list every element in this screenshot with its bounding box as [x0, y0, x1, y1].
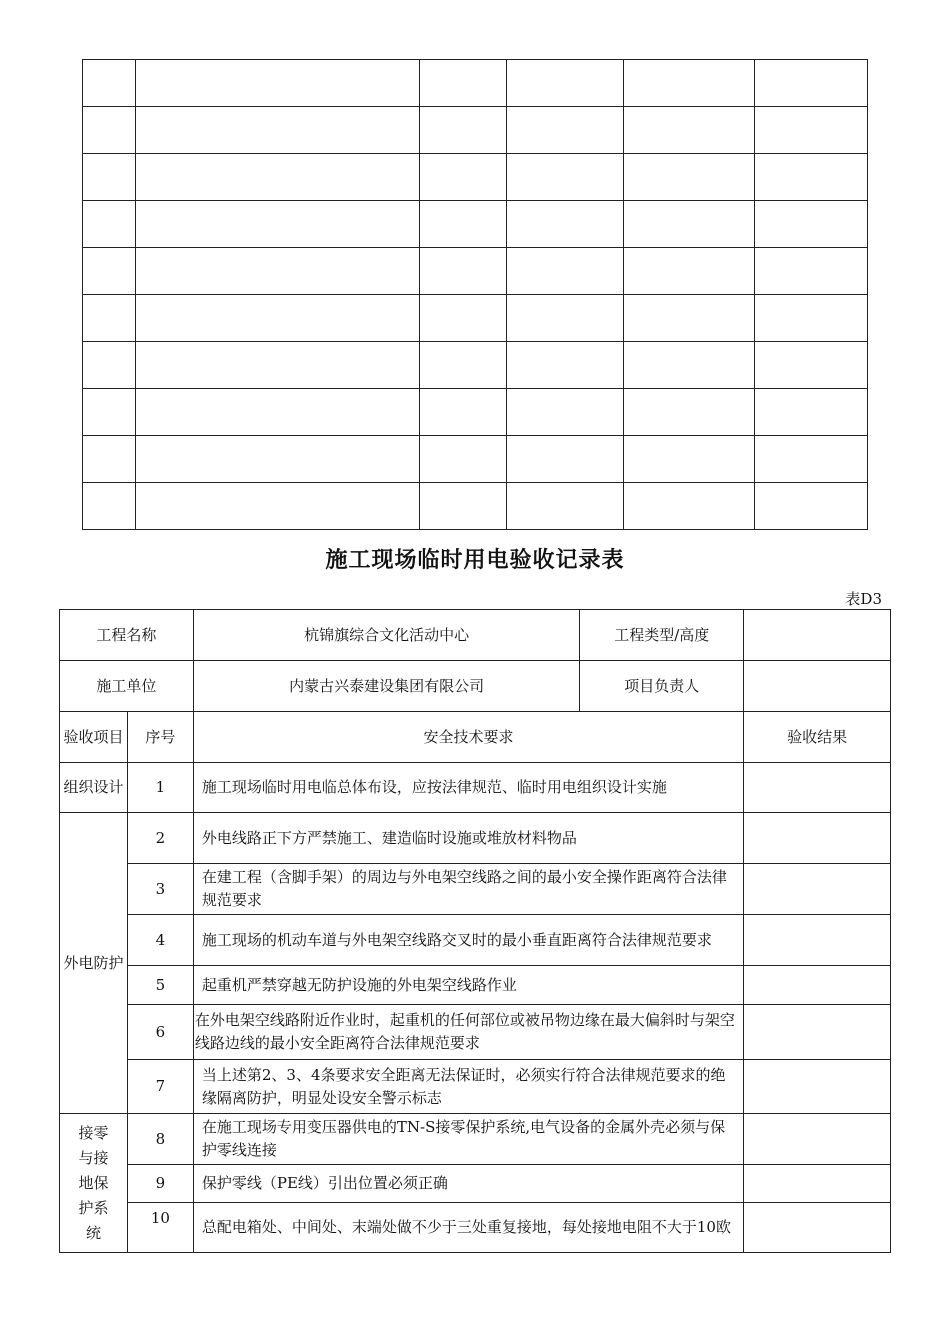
row-requirement: 起重机严禁穿越无防护设施的外电架空线路作业 [193, 966, 743, 1005]
blank-cell[interactable] [135, 248, 419, 295]
blank-cell[interactable] [507, 436, 624, 483]
row-requirement: 施工现场临时用电临总体布设，应按法律规范、临时用电组织设计实施 [193, 763, 743, 813]
row-no: 5 [127, 966, 193, 1005]
blank-cell[interactable] [624, 154, 755, 201]
blank-cell[interactable] [419, 483, 507, 530]
row-no: 9 [127, 1165, 193, 1203]
blank-cell[interactable] [135, 201, 419, 248]
blank-row [83, 60, 868, 107]
contractor-value: 内蒙古兴泰建设集团有限公司 [193, 661, 579, 712]
row-result[interactable] [744, 813, 891, 864]
blank-cell[interactable] [755, 107, 868, 154]
blank-cell[interactable] [83, 248, 136, 295]
blank-cell[interactable] [419, 154, 507, 201]
blank-cell[interactable] [624, 60, 755, 107]
blank-cell[interactable] [135, 154, 419, 201]
table-row [60, 1203, 891, 1253]
blank-cell[interactable] [624, 389, 755, 436]
blank-cell[interactable] [507, 248, 624, 295]
blank-cell[interactable] [755, 483, 868, 530]
blank-cell[interactable] [135, 295, 419, 342]
blank-cell[interactable] [755, 389, 868, 436]
project-type-label: 工程类型/高度 [580, 610, 744, 661]
blank-cell[interactable] [83, 295, 136, 342]
row-result[interactable] [744, 1114, 891, 1165]
blank-cell[interactable] [83, 436, 136, 483]
header-no: 序号 [127, 712, 193, 763]
table-row [60, 763, 891, 813]
blank-cell[interactable] [755, 342, 868, 389]
blank-cell[interactable] [624, 342, 755, 389]
acceptance-record-table [59, 609, 891, 1253]
blank-row [83, 248, 868, 295]
blank-cell[interactable] [755, 154, 868, 201]
row-no: 8 [127, 1114, 193, 1165]
table-row [60, 1060, 891, 1114]
blank-cell[interactable] [507, 60, 624, 107]
row-result[interactable] [744, 915, 891, 966]
blank-cell[interactable] [624, 201, 755, 248]
row-result[interactable] [744, 1005, 891, 1060]
blank-row [83, 201, 868, 248]
category-grounding: 接零与接地保护系统 [60, 1114, 128, 1253]
project-type-value[interactable] [744, 610, 891, 661]
row-no: 3 [127, 864, 193, 915]
blank-row [83, 483, 868, 530]
row-result[interactable] [744, 864, 891, 915]
row-requirement: 施工现场的机动车道与外电架空线路交叉时的最小垂直距离符合法律规范要求 [193, 915, 743, 966]
blank-cell[interactable] [624, 483, 755, 530]
blank-cell[interactable] [507, 389, 624, 436]
form-title: 施工现场临时用电验收记录表 [325, 548, 625, 573]
blank-row [83, 436, 868, 483]
blank-cell[interactable] [419, 248, 507, 295]
contractor-row [60, 661, 891, 712]
row-result[interactable] [744, 1165, 891, 1203]
row-requirement: 外电线路正下方严禁施工、建造临时设施或堆放材料物品 [193, 813, 743, 864]
blank-cell[interactable] [135, 342, 419, 389]
blank-cell[interactable] [624, 295, 755, 342]
blank-cell[interactable] [83, 154, 136, 201]
blank-cell[interactable] [624, 248, 755, 295]
row-requirement: 在建工程（含脚手架）的周边与外电架空线路之间的最小安全操作距离符合法律规范要求 [193, 864, 743, 915]
blank-cell[interactable] [135, 389, 419, 436]
row-requirement: 当上述第2、3、4条要求安全距离无法保证时，必须实行符合法律规范要求的绝缘隔离防护，明显处设安全警示标志 [193, 1060, 743, 1114]
row-result[interactable] [744, 1203, 891, 1253]
row-no: 4 [127, 915, 193, 966]
blank-cell[interactable] [419, 436, 507, 483]
header-row [60, 712, 891, 763]
blank-cell[interactable] [507, 342, 624, 389]
blank-cell[interactable] [83, 483, 136, 530]
category-external: 外电防护 [60, 813, 128, 1114]
row-no: 10 [127, 1203, 193, 1253]
blank-cell[interactable] [755, 60, 868, 107]
blank-cell[interactable] [135, 60, 419, 107]
table-row [60, 813, 891, 864]
blank-cell[interactable] [419, 342, 507, 389]
table-row [60, 915, 891, 966]
blank-row [83, 154, 868, 201]
blank-cell[interactable] [419, 389, 507, 436]
blank-cell[interactable] [507, 295, 624, 342]
form-code: 表D3 [845, 590, 882, 608]
table-row [60, 1165, 891, 1203]
row-result[interactable] [744, 966, 891, 1005]
blank-cell[interactable] [419, 201, 507, 248]
blank-cell[interactable] [419, 295, 507, 342]
header-category: 验收项目 [60, 712, 128, 763]
blank-cell[interactable] [135, 483, 419, 530]
blank-cell[interactable] [755, 436, 868, 483]
category-org-design: 组织设计 [60, 763, 128, 813]
row-no: 1 [127, 763, 193, 813]
row-requirement: 在施工现场专用变压器供电的TN-S接零保护系统,电气设备的金属外壳必须与保护零线连接 [193, 1114, 743, 1165]
row-result[interactable] [744, 1060, 891, 1114]
blank-cell[interactable] [135, 436, 419, 483]
blank-row [83, 295, 868, 342]
blank-cell[interactable] [507, 107, 624, 154]
project-name-label: 工程名称 [60, 610, 194, 661]
header-result: 验收结果 [744, 712, 891, 763]
row-requirement: 总配电箱处、中间处、末端处做不少于三处重复接地，每处接地电阻不大于10欧 [193, 1203, 743, 1253]
manager-value[interactable] [744, 661, 891, 712]
blank-cell[interactable] [83, 389, 136, 436]
blank-cell[interactable] [419, 60, 507, 107]
blank-cell[interactable] [755, 248, 868, 295]
blank-cell[interactable] [507, 154, 624, 201]
blank-grid-table [82, 59, 868, 530]
blank-cell[interactable] [624, 436, 755, 483]
blank-row [83, 389, 868, 436]
row-requirement: 在外电架空线路附近作业时，起重机的任何部位或被吊物边缘在最大偏斜时与架空线路边线的最小安全距离符合法律规范要求 [193, 1005, 743, 1060]
blank-grid-body [83, 60, 868, 530]
table-row [60, 1114, 891, 1165]
blank-cell[interactable] [755, 201, 868, 248]
contractor-label: 施工单位 [60, 661, 194, 712]
table-row [60, 966, 891, 1005]
blank-cell[interactable] [507, 483, 624, 530]
project-name-value: 杭锦旗综合文化活动中心 [193, 610, 579, 661]
header-requirement: 安全技术要求 [193, 712, 743, 763]
blank-cell[interactable] [507, 201, 624, 248]
blank-cell[interactable] [624, 107, 755, 154]
blank-cell[interactable] [83, 201, 136, 248]
project-name-row [60, 610, 891, 661]
blank-row [83, 107, 868, 154]
blank-cell[interactable] [83, 60, 136, 107]
blank-cell[interactable] [755, 295, 868, 342]
row-requirement: 保护零线（PE线）引出位置必须正确 [193, 1165, 743, 1203]
row-no: 7 [127, 1060, 193, 1114]
blank-cell[interactable] [419, 107, 507, 154]
row-no: 6 [127, 1005, 193, 1060]
row-result[interactable] [744, 763, 891, 813]
blank-cell[interactable] [83, 107, 136, 154]
blank-row [83, 342, 868, 389]
table-row [60, 864, 891, 915]
table-row [60, 1005, 891, 1060]
blank-cell[interactable] [135, 107, 419, 154]
row-no: 2 [127, 813, 193, 864]
blank-cell[interactable] [83, 342, 136, 389]
manager-label: 项目负责人 [580, 661, 744, 712]
